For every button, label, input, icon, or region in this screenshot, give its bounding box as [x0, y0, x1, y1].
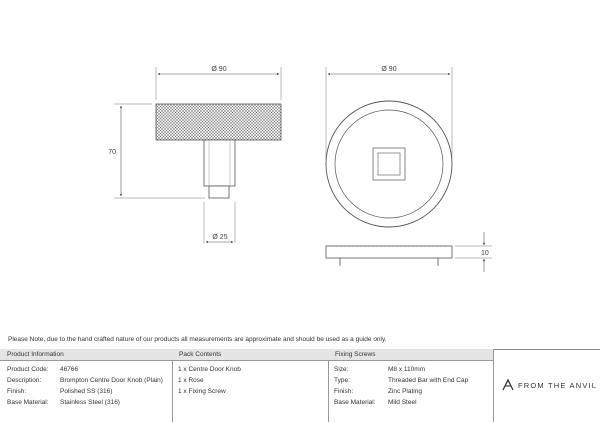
product-info-value: Brompton Centre Door Knob (Plain)	[60, 377, 163, 384]
fixing-screws-label: Base Material:	[334, 399, 376, 406]
fixing-screws-header: Fixing Screws	[328, 349, 493, 361]
spindle-hole-inner	[378, 153, 400, 175]
front-width-label: Ø 90	[381, 66, 397, 73]
product-info-value: Polished SS (316)	[60, 388, 113, 395]
fixing-screws-value: Threaded Bar with End Cap	[388, 377, 469, 384]
knob-neck	[204, 140, 235, 186]
product-info-label: Finish:	[7, 388, 27, 395]
fixing-screws-value: Mild Steel	[388, 399, 417, 406]
product-info-value: Stainless Steel (316)	[60, 399, 120, 406]
fixing-screws-value: M8 x 110mm	[388, 366, 426, 373]
pack-contents-item: 1 x Rose	[178, 377, 204, 384]
product-info-header: Product Information	[0, 349, 172, 361]
column-divider	[493, 349, 494, 422]
side-view	[108, 66, 281, 243]
product-info-label: Product Code:	[7, 366, 49, 373]
pack-contents-item: 1 x Fixing Screw	[178, 388, 226, 395]
disclaimer-text: Please Note, due to the hand crafted nature of our products all measurements are approximate and should be used as a guide only.	[8, 336, 387, 343]
knob-spindle	[209, 186, 229, 198]
product-info-label: Description:	[7, 377, 42, 384]
anvil-a-icon	[502, 379, 514, 391]
rose-side-view	[326, 232, 492, 272]
fixing-screws-label: Type:	[334, 377, 350, 384]
rose-height-label: 10	[481, 250, 489, 257]
spindle-width-label: Ø 25	[212, 234, 228, 241]
pack-contents-item: 1 x Centre Door Knob	[178, 366, 241, 373]
front-view	[326, 66, 452, 227]
product-info-value: 46766	[60, 366, 79, 373]
fixing-screws-label: Size:	[334, 366, 349, 373]
brand-logo	[502, 378, 597, 392]
side-width-label: Ø 90	[211, 66, 227, 73]
height-label: 70	[108, 149, 116, 156]
pack-contents-header: Pack Contents	[172, 349, 328, 361]
fixing-screws-value: Zinc Plating	[388, 388, 422, 395]
brand-name: FROM THE ANVIL	[518, 380, 598, 390]
rose-plate	[326, 246, 452, 258]
product-info-label: Base Material:	[7, 399, 49, 406]
knob-head	[156, 104, 281, 140]
fixing-screws-label: Finish:	[334, 388, 354, 395]
